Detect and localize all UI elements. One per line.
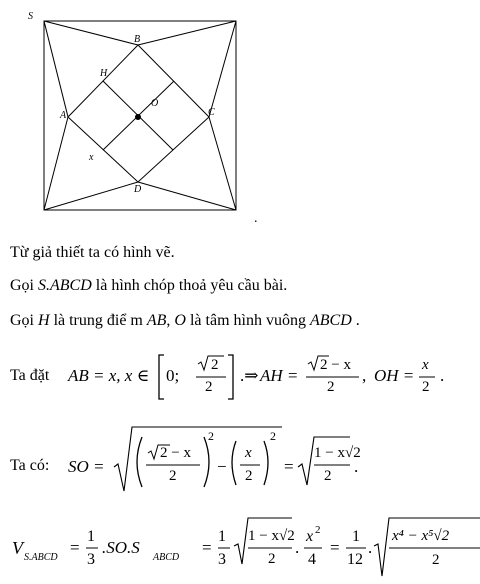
f1-lhs: AB = x, x ∈ [68,366,150,385]
text-line-4-label: Ta đặt [10,367,50,384]
f3-eq3: = [330,538,340,557]
f1-arrow: .⇒ [240,366,259,385]
line3-mid1: là trung điể m [53,312,143,329]
f1-oh-den: 2 [422,379,430,395]
edge-bl-d [44,182,138,210]
f3-one-c: 1 [352,528,360,545]
f1-ah-num: 2 − x [320,357,351,373]
pyramid-net-figure [0,0,480,230]
edge-br-d [138,182,236,210]
f3-dot2: . [368,538,373,557]
f3-one: 1 [87,528,95,545]
f2-b-den: 2 [245,468,253,484]
line3-comma: , [166,312,171,329]
text-line-1: Từ giả thiết ta có hình vẽ. [10,244,175,261]
f1-zero: 0; [166,366,180,385]
label-c: C [208,107,215,118]
label-b: B [134,34,141,45]
text-line-3 [10,312,360,330]
f3-s-sub: ABCD [153,552,180,563]
f3-twelve: 12 [347,551,363,568]
text-line-2 [10,277,287,295]
f1-den: 2 [205,379,213,395]
label-d: D [134,184,142,195]
f3-big-num: x⁴ − x⁵√2 [392,528,450,544]
label-a: A [60,110,67,121]
f1-comma: , [362,366,367,385]
f2-exp-a: 2 [208,429,214,443]
center-point-o [135,114,141,120]
label-x: x [89,152,94,163]
edge-tr-b [138,21,236,45]
f2-minus: − [217,457,227,476]
edge-tr-c [209,21,236,117]
f1-ah-den: 2 [327,379,335,395]
f3-x2-exp: 2 [315,524,321,536]
f2-lhs: SO = [68,457,105,476]
edge-s-b [44,21,141,45]
f3-one-b: 1 [218,528,226,545]
f2-a-den: 2 [169,468,177,484]
f2-r-den: 2 [324,468,332,484]
f3-mid: .SO.S [102,538,140,557]
f1-oh-num: x [422,357,429,373]
figure-dot: . [254,211,258,226]
f2-b-num: x [245,445,252,461]
edge-br-c [209,117,236,210]
f3-four: 4 [308,551,316,568]
line3-o: O [174,312,186,329]
f3-three-b: 3 [218,551,226,568]
edge-s-a [44,21,68,117]
text-line-5-label: Ta có: [10,457,50,474]
label-h: H [100,68,108,79]
f2-a-num: 2 − x [160,445,191,461]
f3-eq2: = [202,538,212,557]
line3-ab: AB [146,312,167,329]
label-o: O [151,98,159,109]
line2-post: là hình chóp thoả yêu cầu bài. [95,277,288,294]
line3-abcd: ABCD [309,312,352,329]
f3-v-sub: S.ABCD [24,552,58,563]
f2-end: . [354,457,359,476]
f3-r-num: 1 − x√2 [248,528,295,544]
line3-pre: Gọi [10,312,34,329]
f2-r-num: 1 − x√2 [314,445,361,461]
label-s: S [28,11,33,22]
line3-h: H [38,312,50,329]
edge-bl-a [44,117,68,210]
line3-mid2: là tâm hình vuông [189,312,306,329]
f1-ah: AH = [260,366,299,385]
f3-v: V [12,538,23,558]
f1-sqrt2: 2 [211,357,219,373]
f3-r-den: 2 [268,551,276,567]
f3-eq1: = [70,538,80,557]
f1-end: . [440,366,445,385]
f3-dot: . [295,538,300,557]
f2-eq: = [284,457,294,476]
f2-exp-b: 2 [270,429,276,443]
line3-end: . [355,312,360,329]
f3-three: 3 [87,551,95,568]
f1-oh: OH = [374,366,415,385]
line2-math: S.ABCD [38,277,92,294]
f3-x2: x [306,528,314,545]
f3-big-den: 2 [432,552,440,568]
line2-pre: Gọi [10,277,34,294]
f3-lines [84,516,480,580]
